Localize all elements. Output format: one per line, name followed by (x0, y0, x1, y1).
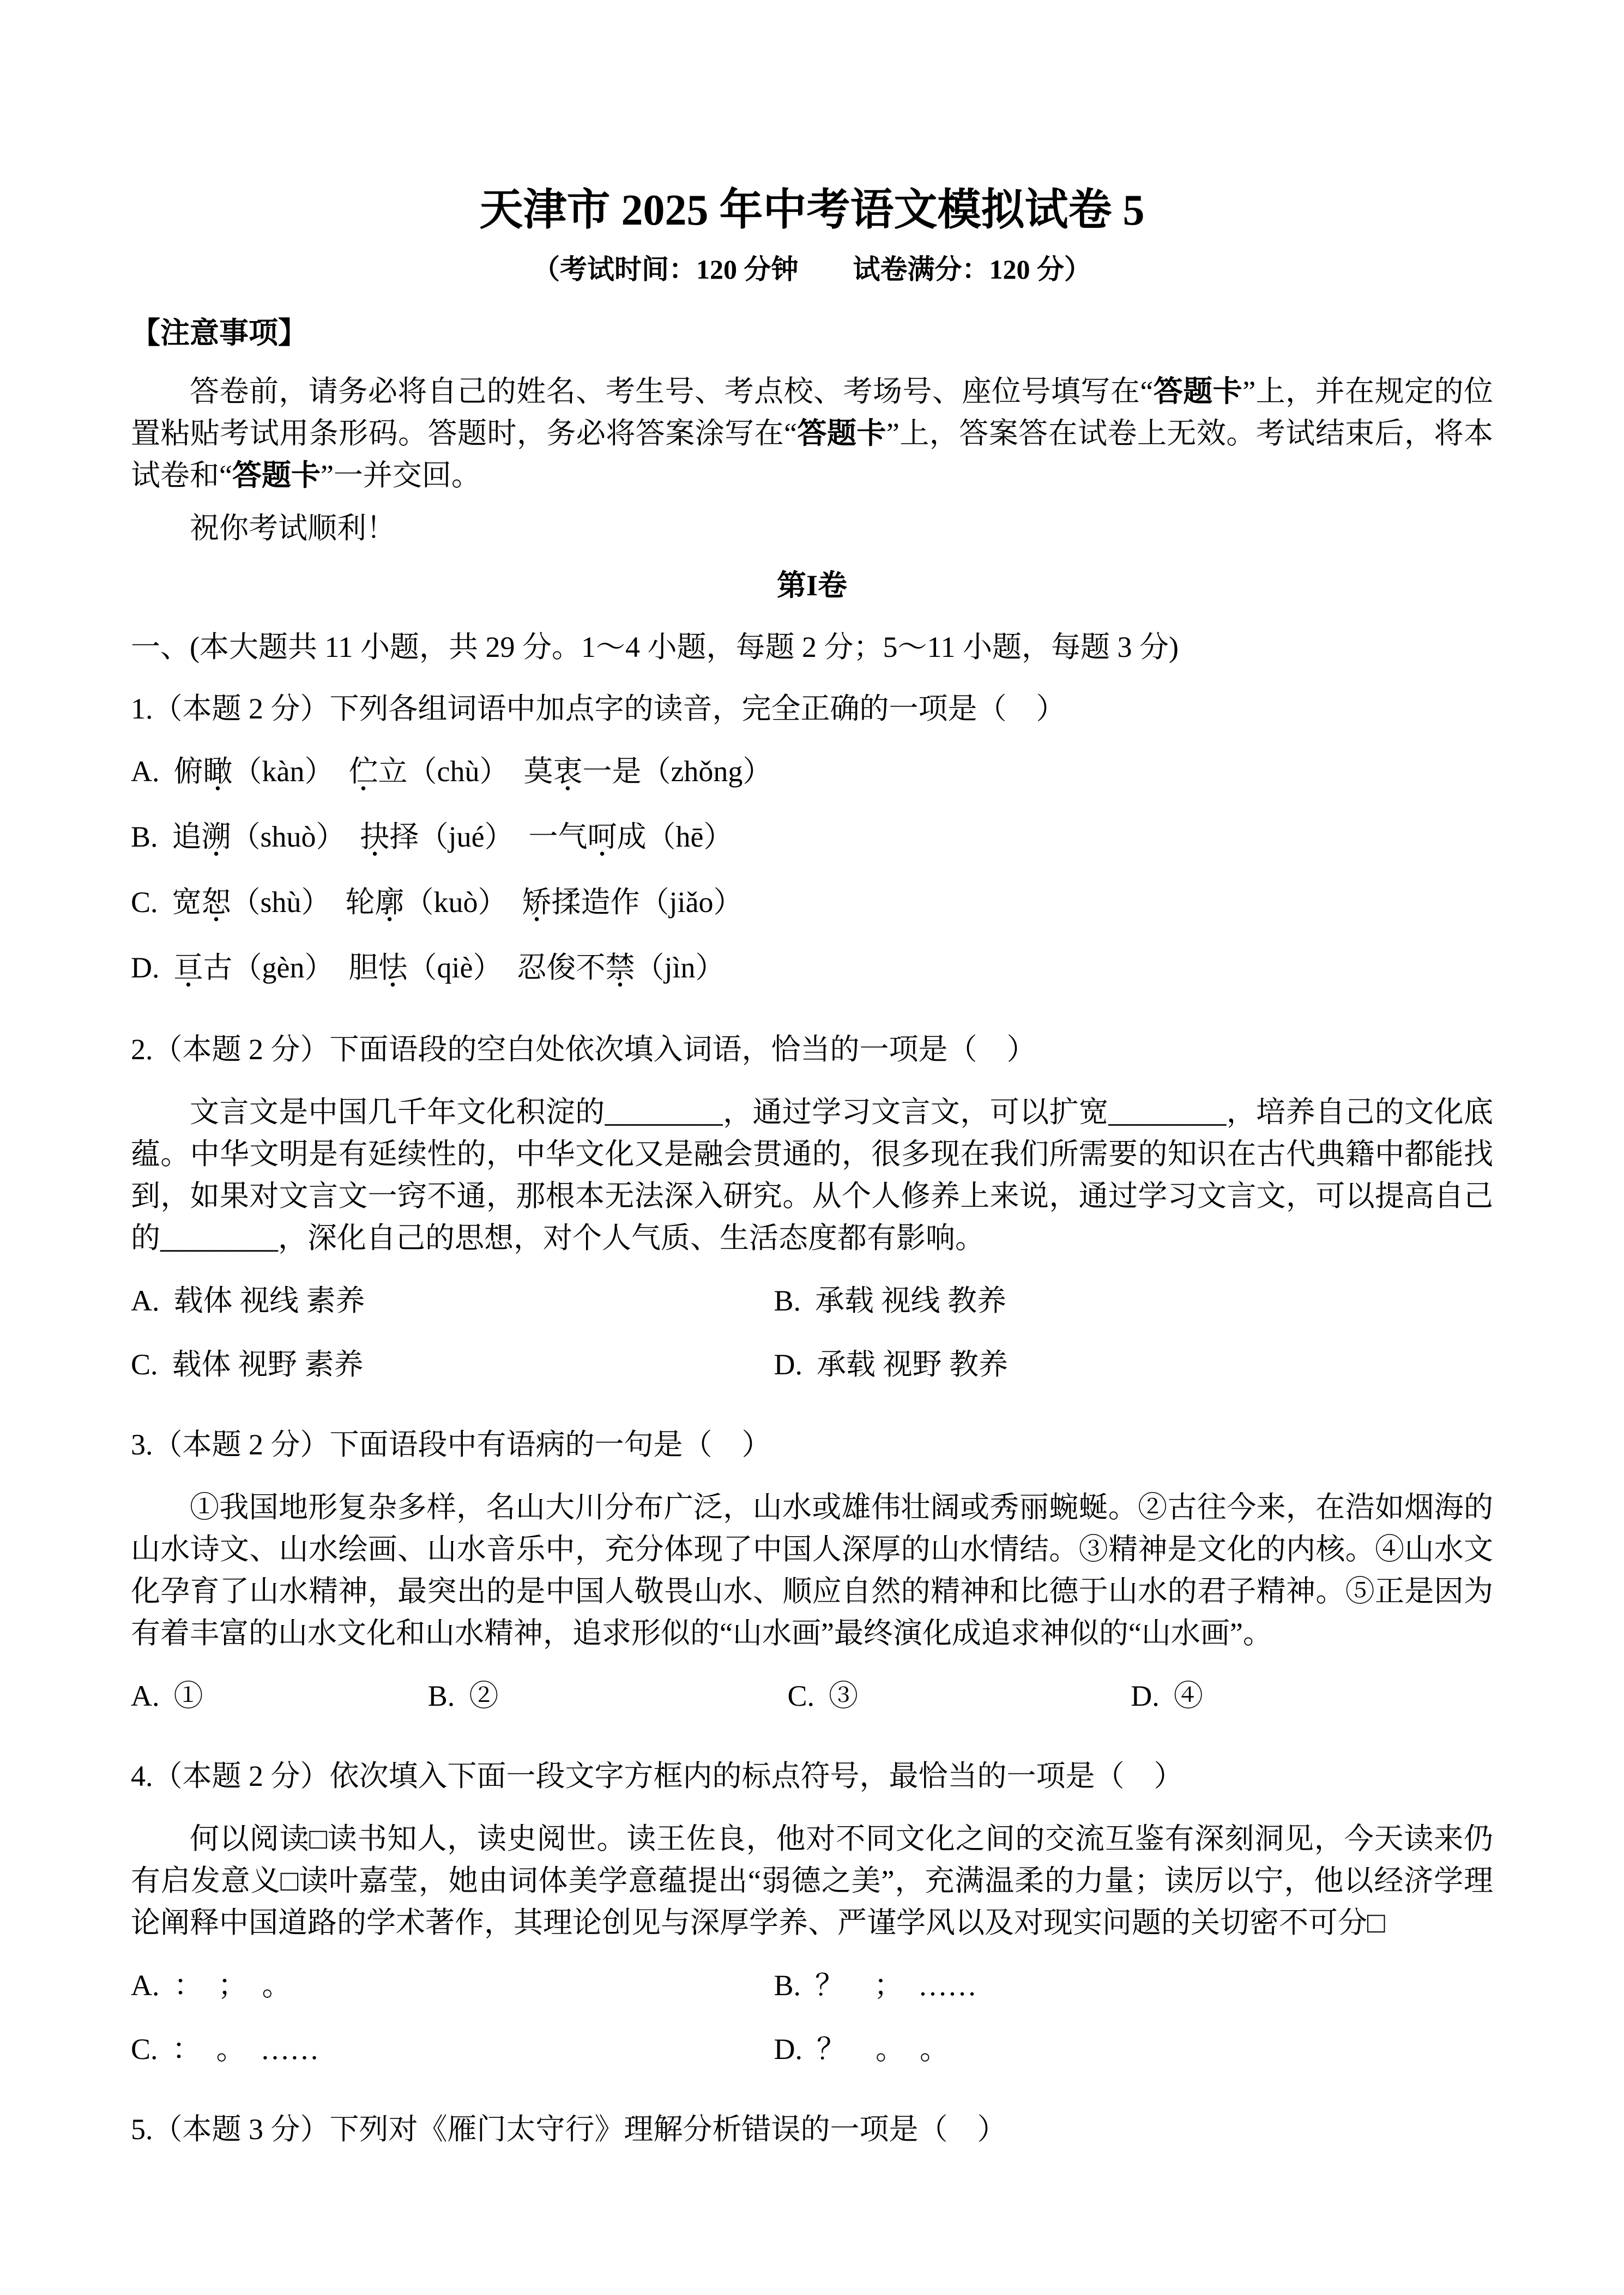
question-1-score: （本题 2 分） (153, 692, 330, 725)
question-2-number: 2. (131, 1033, 153, 1066)
question-3-option-d (1131, 1675, 1493, 1717)
question-2-option-b (774, 1280, 1493, 1322)
option-label: B. (131, 820, 158, 853)
option-label: D. (1131, 1680, 1160, 1712)
option-label: C. (131, 2033, 158, 2066)
option-text: ① (173, 1680, 203, 1712)
option-label: A. (131, 755, 160, 788)
question-2-passage: 文言文是中国几千年文化积淀的________，通过学习文言文，可以扩宽________，培养自己的文化底蕴。中华文明是有延续性的，中华文化又是融会贯通的，很多现在我们所需要的知识在古代典籍中都能找到，如果对文言文一窍不通，那根本无法深入研究。从个人修养上来说，通过学习文言文，可以提高自己的________，深化自己的思想，对个人气质、生活态度都有影响。 (131, 1096, 1493, 1254)
question-3-stem (131, 1424, 1493, 1466)
question-2-stem (131, 1029, 1493, 1071)
question-4-option-c (131, 2028, 774, 2070)
option-text: 承载 视野 教养 (817, 1348, 1009, 1381)
question-3-text: 下面语段中有语病的一句是（ ） (329, 1428, 771, 1461)
option-text: ？ 。 。 (817, 2033, 950, 2066)
question-3-passage: ①我国地形复杂多样，名山大川分布广泛，山水或雄伟壮阔或秀丽蜿蜒。②古往今来，在浩如烟海的山水诗文、山水绘画、山水音乐中，充分体现了中国人深厚的山水情结。③精神是文化的内核。④山水文化孕育了山水精神，最突出的是中国人敬畏山水、顺应自然的精神和比德于山水的君子精神。⑤正是因为有着丰富的山水文化和山水精神，追求形似的“山水画”最终演化成追求神似的“山水画”。 (131, 1491, 1493, 1650)
question-1-number: 1. (131, 692, 153, 725)
option-text: ： 。 …… (172, 2033, 319, 2066)
question-1-option-d (131, 947, 1493, 989)
question-1-text: 下列各组词语中加点字的读音，完全正确的一项是（ ） (329, 692, 1066, 725)
option-text: ： ； 。 (173, 1969, 292, 2002)
question-2-score: （本题 2 分） (153, 1033, 330, 1066)
question-3-option-c (788, 1675, 1131, 1717)
option-text: 追溯 ●（shuò） 抉 ●择（jué） 一气呵 ●成（hē） (172, 820, 733, 853)
question-4-option-a (131, 1965, 774, 2007)
notice-paragraph: 答卷前，请务必将自己的姓名、考生号、考点校、考场号、座位号填写在“答题卡”上，并在规定的位置粘贴考试用条形码。答题时，务必将答案涂写在“答题卡”上，答案答在试卷上无效。考试结束后，将本试卷和“答题卡”一并交回。 (131, 375, 1494, 492)
good-luck-text: 祝你考试顺利！ (190, 512, 396, 545)
page-title: 天津市 2025 年中考语文模拟试卷 5 (479, 186, 1145, 234)
option-label: B. (427, 1680, 455, 1712)
option-text: ④ (1173, 1680, 1203, 1712)
question-4-options-row-1 (131, 1965, 1493, 2007)
option-text: 宽恕 ●（shù） 轮廓 ●（kuò） 矫 ●揉造作（jiǎo） (172, 886, 743, 919)
question-4-option-d (774, 2028, 1493, 2070)
question-4-score: （本题 2 分） (153, 1760, 330, 1792)
question-2-option-d (774, 1344, 1493, 1386)
option-label: A. (131, 1969, 160, 2002)
question-2-options-row-2 (131, 1344, 1493, 1386)
question-5-stem (131, 2109, 1493, 2151)
question-2-options-row-1 (131, 1280, 1493, 1322)
option-label: D. (774, 2033, 803, 2066)
option-text: 俯瞰 ●（kàn） 伫 ●立（chù） 莫衷 ●一是（zhǒng） (174, 755, 772, 788)
question-3-number: 3. (131, 1428, 153, 1461)
section-1-header: 一、(本大题共 11 小题，共 29 分。1～4 小题，每题 2 分；5～11 小题，每题 3 分) (131, 631, 1179, 663)
option-label: D. (131, 951, 160, 984)
option-text: 载体 视线 素养 (173, 1284, 365, 1317)
question-4-options-row-2 (131, 2028, 1493, 2070)
question-3-score: （本题 2 分） (153, 1428, 330, 1461)
question-1-stem (131, 688, 1493, 730)
option-label: A. (131, 1680, 160, 1712)
question-5-score: （本题 3 分） (153, 2113, 330, 2146)
question-1-option-b (131, 816, 1493, 858)
question-2-option-a (131, 1280, 774, 1322)
question-3-options-row (131, 1675, 1493, 1717)
question-3-option-b (428, 1675, 788, 1717)
option-text: ② (469, 1680, 499, 1712)
option-label: D. (774, 1348, 803, 1381)
option-label: B. (774, 1969, 801, 2002)
question-4-number: 4. (131, 1760, 153, 1792)
option-text: 承载 视线 教养 (815, 1284, 1007, 1317)
question-1-option-a (131, 751, 1493, 793)
question-4-text: 依次填入下面一段文字方框内的标点符号，最恰当的一项是（ ） (329, 1760, 1184, 1792)
part-heading: 第I卷 (776, 569, 847, 602)
question-5-number: 5. (131, 2113, 153, 2146)
notice-heading: 【注意事项】 (131, 317, 307, 349)
option-label: C. (131, 1348, 158, 1381)
option-label: C. (787, 1680, 815, 1712)
option-text: 亘 ●古（gèn） 胆怯 ●（qiè） 忍俊不禁 ●（jìn） (174, 951, 725, 984)
option-label: C. (131, 886, 158, 919)
question-3-option-a (131, 1675, 428, 1717)
question-2-option-c (131, 1344, 774, 1386)
option-label: A. (131, 1284, 160, 1317)
option-text: ③ (829, 1680, 859, 1712)
option-text: 载体 视野 素养 (172, 1348, 364, 1381)
question-2-text: 下面语段的空白处依次填入词语，恰当的一项是（ ） (329, 1033, 1036, 1066)
question-1-option-c (131, 881, 1493, 923)
exam-time-score-info: （考试时间：120 分钟 试卷满分：120 分） (533, 254, 1091, 285)
question-4-option-b (774, 1965, 1493, 2007)
question-5-text: 下列对《雁门太守行》理解分析错误的一项是（ ） (329, 2113, 1007, 2146)
question-4-passage: 何以阅读□读书知人，读史阅世。读王佐良，他对不同文化之间的交流互鉴有深刻洞见，今天读来仍有启发意义□读叶嘉莹，她由词体美学意蕴提出“弱德之美”，充满温柔的力量；读厉以宁，他以经济学理论阐释中国道路的学术著作，其理论创见与深厚学养、严谨学风以及对现实问题的关切密不可分□ (131, 1822, 1493, 1939)
question-4-stem (131, 1755, 1493, 1797)
option-label: B. (774, 1284, 801, 1317)
option-text: ？ ； …… (815, 1969, 977, 2002)
